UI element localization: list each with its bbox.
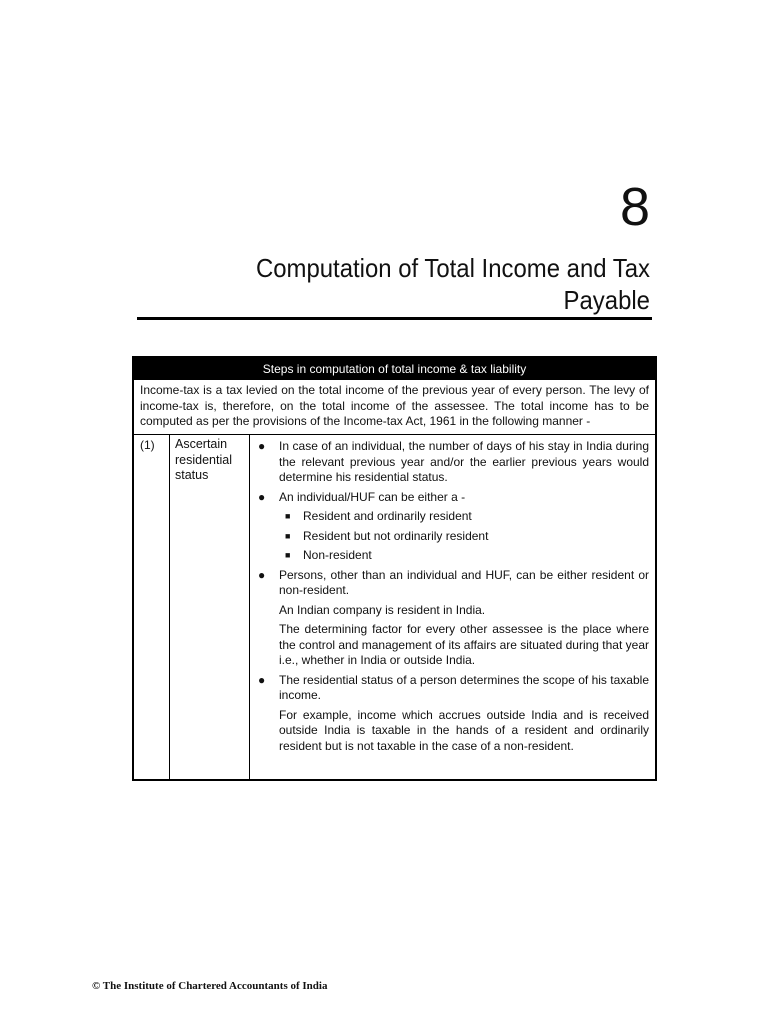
list-item [251,439,649,486]
table-header: Steps in computation of total income & tax liability [134,358,655,380]
paragraph: The determining factor for every other assessee is the place where the control and management of its affairs are situated during that year i.e., whether in India or outside India. [279,622,649,667]
bullet-text: The residential status of a person determines the scope of his taxable income. [279,672,649,702]
list-item [251,673,649,704]
paragraph: For example, income which accrues outside India and is received outside India is taxable in the hands of a resident and ordinarily resident but is not taxable in the case of a non-resident. [279,707,649,753]
sub-list-item [251,529,649,545]
sub-list-item [251,509,649,525]
table-row [134,435,655,779]
step-content [251,435,655,779]
footer-copyright: © The Institute of Chartered Accountants of India [92,980,328,992]
square-bullet-icon: ■ [285,530,291,541]
bullet-icon: ● [258,567,266,582]
steps-table [132,356,657,781]
sub-item-text: Resident but not ordinarily resident [303,528,489,543]
sub-item-text: Resident and ordinarily resident [303,509,472,523]
bullet-icon: ● [258,489,266,504]
list-item [251,490,649,506]
sub-item-text: Non-resident [303,548,372,562]
chapter-title-line-2: Payable [563,285,650,315]
bullet-text: An individual/HUF can be either a - [279,489,466,504]
square-bullet-icon: ■ [285,550,291,560]
paragraph: An Indian company is resident in India. [279,602,486,617]
bullet-text: Persons, other than an individual and HUF, can be either resident or non-resident. [279,567,649,597]
chapter-title-line-1: Computation of Total Income and Tax [255,253,650,283]
title-rule [137,317,652,320]
chapter-title [172,252,650,316]
bullet-text: In case of an individual, the number of days of his stay in India during the relevant previous year and/or the earlier previous years would determine his residential status. [279,439,649,484]
list-item [251,568,649,599]
sub-list-item [251,548,649,564]
bullet-icon: ● [258,672,266,687]
step-label: Ascertain residential status [170,435,250,779]
square-bullet-icon: ■ [285,511,291,521]
intro-paragraph: Income-tax is a tax levied on the total income of the previous year of every person. The levy of income-tax is, therefore, on the total income of the assessee. The total income has to be computed as per the provisions of the Income-tax Act, 1961 in the following manner - [134,380,655,435]
step-number: (1) [134,435,170,779]
bullet-icon: ● [258,439,266,453]
chapter-number: 8 [619,177,650,237]
